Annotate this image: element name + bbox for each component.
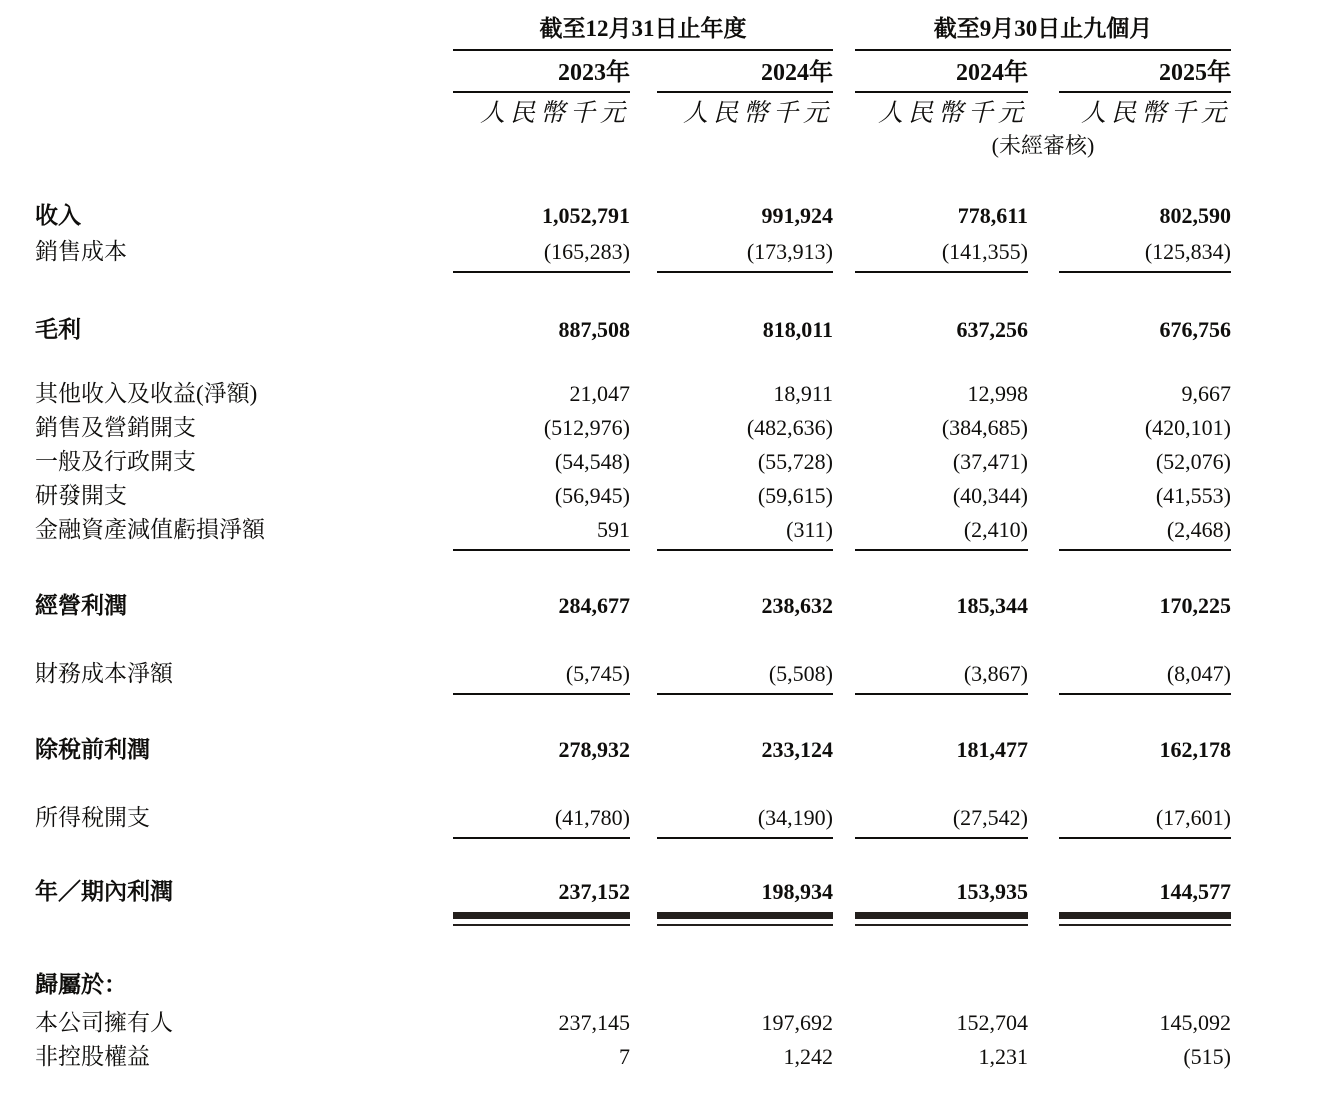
column-rule <box>453 91 630 93</box>
table-row-cost-of-sales <box>0 235 1324 269</box>
table-row-impairment-losses <box>0 513 1324 547</box>
column-rule <box>1059 271 1231 273</box>
value-cell: (141,355) <box>941 239 1028 264</box>
table-row-research-development <box>0 479 1324 513</box>
value-cell: (27,542) <box>952 805 1028 830</box>
year-header: 2024年 <box>956 60 1028 86</box>
row-label: 一般及行政開支 <box>35 449 196 474</box>
unit-label: 人民幣千元 <box>877 100 1028 127</box>
year-header: 2024年 <box>761 60 833 86</box>
unit-label: 人民幣千元 <box>479 100 630 127</box>
value-cell: (5,508) <box>768 661 833 686</box>
value-cell: 1,052,791 <box>542 203 630 228</box>
section-rule-row <box>0 269 1324 273</box>
unit-header-row <box>0 93 1324 129</box>
section-rule-row <box>0 691 1324 695</box>
double-rule-thick <box>453 912 630 919</box>
section-rule-row <box>0 547 1324 551</box>
value-cell: (34,190) <box>757 805 833 830</box>
value-cell: (37,471) <box>952 449 1028 474</box>
value-cell: 145,092 <box>1159 1010 1231 1035</box>
column-rule <box>855 91 1028 93</box>
column-rule <box>657 693 833 695</box>
value-cell: (52,076) <box>1155 449 1231 474</box>
group-rule <box>453 49 833 51</box>
value-cell: 233,124 <box>761 737 833 762</box>
value-cell: 591 <box>597 517 630 542</box>
row-label: 經營利潤 <box>35 593 127 618</box>
value-cell: 144,577 <box>1159 879 1231 904</box>
value-cell: (420,101) <box>1144 415 1231 440</box>
value-cell: 991,924 <box>761 203 833 228</box>
value-cell: (311) <box>786 517 833 542</box>
value-cell: 1,242 <box>783 1044 833 1069</box>
column-rule <box>1059 91 1231 93</box>
table-row-profit-before-tax <box>0 733 1324 767</box>
column-rule <box>657 549 833 551</box>
value-cell: (59,615) <box>757 483 833 508</box>
value-cell: 237,152 <box>558 879 630 904</box>
row-label: 非控股權益 <box>35 1044 150 1069</box>
row-label: 年／期內利潤 <box>35 879 173 904</box>
value-cell: (512,976) <box>543 415 630 440</box>
value-cell: 18,911 <box>773 381 833 406</box>
table-row-operating-profit <box>0 589 1324 623</box>
unaudited-note-row <box>0 131 1324 161</box>
row-label: 其他收入及收益(淨額) <box>35 381 258 406</box>
column-rule <box>855 837 1028 839</box>
value-cell: (5,745) <box>565 661 630 686</box>
row-label: 研發開支 <box>35 483 127 508</box>
year-header-row <box>0 57 1324 89</box>
value-cell: (55,728) <box>757 449 833 474</box>
value-cell: (482,636) <box>746 415 833 440</box>
value-cell: 9,667 <box>1181 381 1231 406</box>
double-rule-thin <box>855 924 1028 926</box>
value-cell: 284,677 <box>558 593 630 618</box>
value-cell: 1,231 <box>978 1044 1028 1069</box>
section-rule-row <box>0 835 1324 839</box>
value-cell: 778,611 <box>957 203 1028 228</box>
value-cell: (56,945) <box>554 483 630 508</box>
table-row-income-tax <box>0 801 1324 835</box>
value-cell: (2,468) <box>1166 517 1231 542</box>
column-rule <box>453 837 630 839</box>
group-header-year-ended: 截至12月31日止年度 <box>539 16 747 41</box>
table-row-general-admin <box>0 445 1324 479</box>
table-row-gross-profit <box>0 313 1324 347</box>
column-rule <box>657 91 833 93</box>
table-row-non-controlling-interests <box>0 1040 1324 1074</box>
value-cell: 887,508 <box>558 317 630 342</box>
value-cell: (125,834) <box>1144 239 1231 264</box>
column-rule <box>855 549 1028 551</box>
row-label: 毛利 <box>35 317 81 342</box>
value-cell: (384,685) <box>941 415 1028 440</box>
value-cell: (40,344) <box>952 483 1028 508</box>
double-rule-thick <box>1059 912 1231 919</box>
row-label: 本公司擁有人 <box>35 1010 173 1035</box>
row-label: 收入 <box>35 203 81 228</box>
value-cell: 12,998 <box>967 381 1028 406</box>
value-cell: 197,692 <box>761 1010 833 1035</box>
column-rule <box>1059 693 1231 695</box>
group-header-nine-months: 截至9月30日止九個月 <box>933 16 1153 41</box>
year-header: 2023年 <box>558 60 630 86</box>
table-row-other-income <box>0 377 1324 411</box>
value-cell: 237,145 <box>558 1010 630 1035</box>
column-rule <box>453 549 630 551</box>
value-cell: (2,410) <box>963 517 1028 542</box>
row-label: 所得稅開支 <box>35 805 150 830</box>
row-label: 除稅前利潤 <box>35 737 150 762</box>
value-cell: 278,932 <box>558 737 630 762</box>
double-rule-thin <box>453 924 630 926</box>
value-cell: 198,934 <box>761 879 833 904</box>
value-cell: 238,632 <box>761 593 833 618</box>
table-row-finance-costs <box>0 657 1324 691</box>
group-rule-row <box>0 44 1324 51</box>
value-cell: 152,704 <box>956 1010 1028 1035</box>
value-cell: 170,225 <box>1159 593 1231 618</box>
value-cell: 162,178 <box>1159 737 1231 762</box>
column-rule <box>657 837 833 839</box>
value-cell: (8,047) <box>1166 661 1231 686</box>
row-label: 銷售成本 <box>35 239 127 264</box>
row-label: 金融資產減值虧損淨額 <box>35 517 265 542</box>
column-rule <box>855 271 1028 273</box>
table-row-profit-for-period <box>0 875 1324 909</box>
year-header: 2025年 <box>1159 60 1231 86</box>
double-rule-thin <box>657 924 833 926</box>
value-cell: (173,913) <box>746 239 833 264</box>
double-rule-thick <box>657 912 833 919</box>
value-cell: 7 <box>619 1044 630 1069</box>
value-cell: (515) <box>1183 1044 1231 1069</box>
row-label: 歸屬於： <box>35 972 127 997</box>
table-row-owners-of-company <box>0 1006 1324 1040</box>
value-cell: (41,780) <box>554 805 630 830</box>
value-cell: 153,935 <box>956 879 1028 904</box>
total-double-rule-row <box>0 909 1324 926</box>
value-cell: 637,256 <box>956 317 1028 342</box>
column-rule <box>855 693 1028 695</box>
value-cell: (165,283) <box>543 239 630 264</box>
column-rule <box>657 271 833 273</box>
row-label: 銷售及營銷開支 <box>35 415 196 440</box>
double-rule-thick <box>855 912 1028 919</box>
column-rule <box>1059 837 1231 839</box>
table-row-selling-marketing <box>0 411 1324 445</box>
unit-label: 人民幣千元 <box>1080 100 1231 127</box>
value-cell: 185,344 <box>956 593 1028 618</box>
column-rule <box>453 693 630 695</box>
value-cell: 676,756 <box>1159 317 1231 342</box>
value-cell: (3,867) <box>963 661 1028 686</box>
column-group-header-row <box>0 14 1324 44</box>
value-cell: 802,590 <box>1159 203 1231 228</box>
value-cell: (17,601) <box>1155 805 1231 830</box>
unaudited-note: (未經審核) <box>991 133 1095 158</box>
double-rule-thin <box>1059 924 1231 926</box>
unit-label: 人民幣千元 <box>682 100 833 127</box>
value-cell: 181,477 <box>956 737 1028 762</box>
row-label: 財務成本淨額 <box>35 661 173 686</box>
column-rule <box>1059 549 1231 551</box>
value-cell: 818,011 <box>762 317 833 342</box>
table-row-revenue <box>0 199 1324 233</box>
value-cell: (54,548) <box>554 449 630 474</box>
value-cell: (41,553) <box>1155 483 1231 508</box>
group-rule <box>855 49 1231 51</box>
column-rule <box>453 271 630 273</box>
table-row-attributable-to <box>0 968 1324 1002</box>
value-cell: 21,047 <box>569 381 630 406</box>
